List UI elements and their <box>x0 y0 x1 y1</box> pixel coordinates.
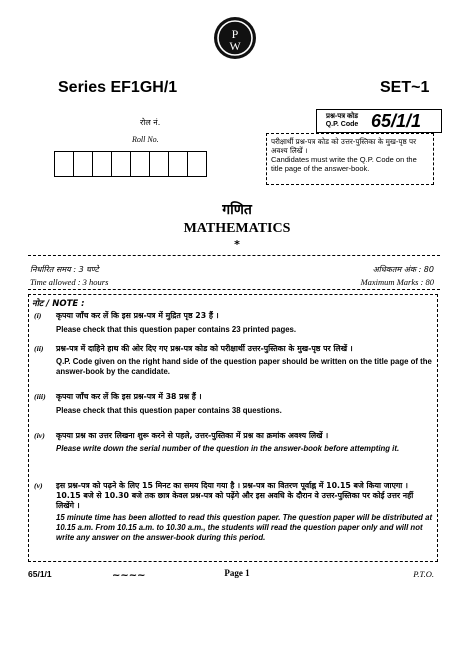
note-item <box>34 392 434 416</box>
note-english: Please write down the serial number of the question in the answer-book before attempting it. <box>56 444 400 453</box>
note-item <box>34 481 434 543</box>
roll-box[interactable] <box>92 151 112 177</box>
roll-label-english: Roll No. <box>132 135 159 144</box>
roll-box[interactable] <box>187 151 207 177</box>
series-label: Series EF1GH/1 <box>58 79 178 96</box>
roll-box[interactable] <box>54 151 74 177</box>
qp-label-english: Q.P. Code <box>325 121 359 128</box>
max-marks-hindi: अधिकतम अंक : 80 <box>372 265 434 274</box>
note-hindi: इस प्रश्न-पत्र को पढ़ने के लिए 15 मिनट का समय दिया गया है । प्रश्न-पत्र का वितरण पूर्वाह्न में 10.15 बजे किया जाएगा । 10.15 बजे से 10.30 बजे तक छात्र केवल प्रश्न-पत्र को पढ़ेंगे और इस अवधि के दौरान वे उत्तर-पुस्तिका पर कोई उत्तर नहीं लिखेंगे । <box>56 481 414 510</box>
page-number: Page 1 <box>224 568 250 578</box>
qp-code: 65/1/1 <box>371 110 422 131</box>
candidate-note <box>266 133 434 185</box>
roll-box[interactable] <box>111 151 131 177</box>
note-item <box>34 344 434 377</box>
note-english: Please check that this question paper contains 23 printed pages. <box>56 325 297 334</box>
roll-box[interactable] <box>73 151 93 177</box>
note-number: (i) <box>34 311 42 320</box>
note-heading: नोट / NOTE : <box>32 299 85 309</box>
pw-logo <box>214 17 256 59</box>
footer-paper-code: 65/1/1 <box>28 569 52 579</box>
note-english: 15 minute time has been allotted to read this question paper. The question paper will be distributed at 10.15 a.m. From 10.15 a.m. to 10.30 a.m., the students will read the question paper only and will not write any answer on the answer-book during this period. <box>56 513 433 542</box>
note-number: (ii) <box>34 344 44 353</box>
roll-box[interactable] <box>168 151 188 177</box>
roll-box[interactable] <box>130 151 150 177</box>
note-number: (iii) <box>34 392 46 401</box>
subject-mark: * <box>234 238 240 251</box>
note-item <box>34 431 434 454</box>
note-hindi: कृपया जाँच कर लें कि इस प्रश्न-पत्र में 38 प्रश्न हैं । <box>56 392 202 401</box>
time-allowed-english: Time allowed : 3 hours <box>30 277 109 287</box>
candidate-note-hindi: परीक्षार्थी प्रश्न-पत्र कोड को उत्तर-पुस्तिका के मुख-पृष्ठ पर अवश्य लिखें । <box>271 137 417 155</box>
max-marks-english: Maximum Marks : 80 <box>360 277 434 287</box>
subject-english: MATHEMATICS <box>183 221 291 236</box>
logo-letters: P <box>231 27 239 41</box>
note-number: (v) <box>34 481 43 490</box>
svg-text:W: W <box>229 39 241 53</box>
qp-label-hindi: प्रश्न-पत्र कोड <box>326 113 358 120</box>
subject-hindi: गणित <box>222 202 252 218</box>
roll-box[interactable] <box>149 151 169 177</box>
qp-code-box <box>316 109 442 133</box>
pto-label: P.T.O. <box>413 569 434 579</box>
pw-logo-icon <box>214 17 256 59</box>
note-number: (iv) <box>34 431 45 440</box>
set-label: SET~1 <box>380 79 430 96</box>
time-allowed-hindi: निर्धारित समय : 3 घण्टे <box>30 265 99 274</box>
footer-squiggle: ~~~~ <box>112 570 146 581</box>
note-hindi: कृपया प्रश्न का उत्तर लिखना शुरू करने से पहले, उत्तर-पुस्तिका में प्रश्न का क्रमांक अवश्य लिखें । <box>56 431 329 440</box>
note-hindi: कृपया जाँच कर लें कि इस प्रश्न-पत्र में मुद्रित पृष्ठ 23 हैं । <box>56 311 219 320</box>
note-english: Please check that this question paper contains 38 questions. <box>56 406 282 415</box>
note-hindi: प्रश्न-पत्र में दाहिने हाथ की ओर दिए गए प्रश्न-पत्र कोड को परीक्षार्थी उत्तर-पुस्तिका के मुख-पृष्ठ पर लिखें । <box>56 344 353 353</box>
roll-number-boxes[interactable] <box>55 151 207 177</box>
candidate-note-english: Candidates must write the Q.P. Code on the title page of the answer-book. <box>271 155 417 173</box>
note-item <box>34 311 434 335</box>
note-english: Q.P. Code given on the right hand side of the question paper should be written on the title page of the answer-book by the candidate. <box>56 357 432 376</box>
roll-label-hindi: रोल नं. <box>140 118 161 127</box>
